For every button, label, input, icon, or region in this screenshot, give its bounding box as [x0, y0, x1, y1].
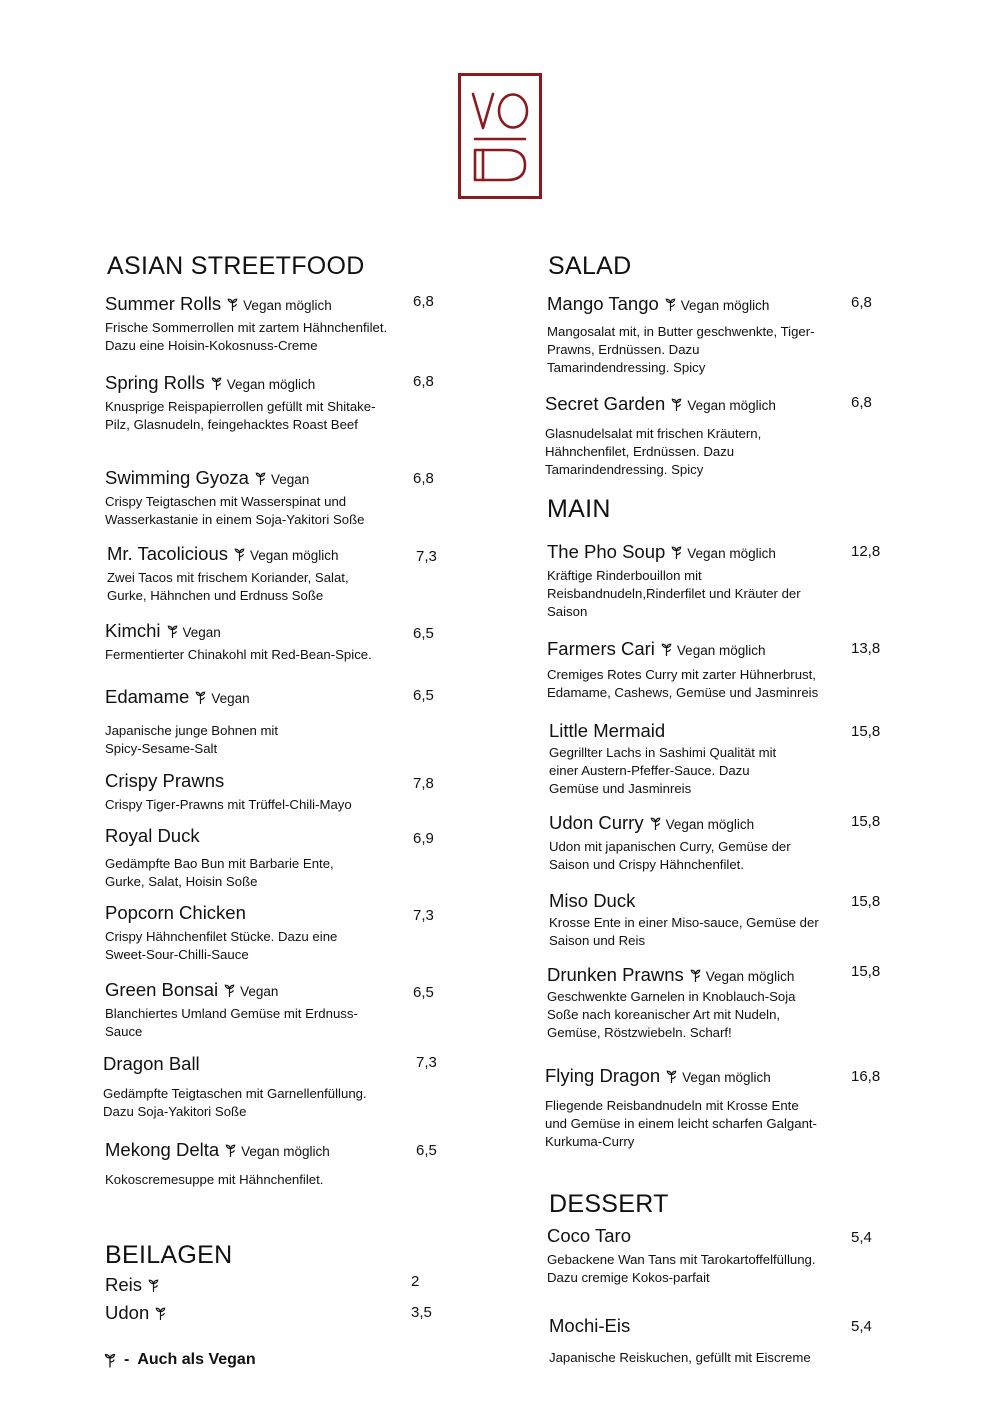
menu-item-price: 6,5	[413, 687, 434, 704]
menu-item-description: Cremiges Rotes Curry mit zarter Hühnerbrust, Edamame, Cashews, Gemüse und Jasminreis	[547, 667, 819, 700]
vegan-tag-label: Vegan möglich	[676, 643, 766, 658]
vegan-tag-label: Vegan möglich	[241, 1144, 330, 1159]
menu-item-price: 6,8	[851, 394, 872, 411]
menu-item-price: 15,8	[851, 963, 881, 980]
menu-item-name: Summer Rolls	[105, 293, 222, 314]
menu-item	[545, 1065, 817, 1151]
menu-item-name: Edamame	[105, 686, 190, 707]
menu-item-price: 6,8	[413, 293, 434, 310]
legend-label: Auch als Vegan	[137, 1351, 256, 1368]
vegan-tag	[666, 1069, 771, 1085]
menu-item-name: Crispy Prawns	[105, 770, 225, 791]
menu-item-price: 12,8	[851, 543, 881, 560]
menu-item-description: Fermentierter Chinakohl mit Red-Bean-Spice.	[105, 647, 372, 662]
menu-item	[105, 979, 358, 1041]
vegan-tag-label: Vegan möglich	[665, 817, 755, 832]
side-item	[105, 1302, 166, 1324]
menu-item-name: Mochi-Eis	[549, 1315, 631, 1336]
menu-item	[105, 467, 364, 529]
vegan-tag-label: Vegan möglich	[243, 298, 332, 313]
menu-item	[547, 964, 796, 1042]
menu-item	[549, 720, 776, 798]
vegan-tag	[650, 816, 755, 832]
menu-item-description: Gebackene Wan Tans mit Tarokartoffelfüllung. Dazu cremige Kokos-parfait	[547, 1252, 816, 1285]
menu-item	[105, 372, 375, 434]
menu-item-header	[105, 1139, 330, 1161]
menu-item-price: 13,8	[851, 640, 881, 657]
menu-item-name: Popcorn Chicken	[105, 902, 246, 923]
vegan-leaf-icon	[227, 298, 238, 311]
menu-item-description: Gegrillter Lachs in Sashimi Qualität mit einer Austern-Pfeffer-Sauce. Dazu Gemüse und Jasminreis	[549, 745, 777, 796]
menu-item-name: Mr. Tacolicious	[107, 543, 228, 564]
menu-item-price: 15,8	[851, 893, 881, 910]
vegan-tag-label: Vegan möglich	[249, 548, 339, 563]
menu-item-price: 6,5	[416, 1142, 437, 1159]
vegan-leaf-icon	[665, 298, 676, 311]
menu-item	[547, 1225, 816, 1287]
menu-item-description: Japanische Reiskuchen, gefüllt mit Eiscreme	[549, 1350, 811, 1365]
menu-item-header	[105, 902, 337, 924]
vegan-leaf-icon	[661, 643, 672, 656]
side-item-name: Reis	[105, 1274, 143, 1295]
vegan-leaf-icon	[650, 817, 661, 830]
logo-mark-icon	[461, 76, 539, 196]
vegan-tag	[211, 376, 316, 392]
menu-item-header	[105, 825, 334, 847]
menu-item-name: Flying Dragon	[545, 1065, 661, 1086]
menu-item-header	[105, 686, 278, 708]
vegan-leaf-icon	[690, 969, 701, 982]
menu-item	[105, 293, 387, 355]
menu-item	[105, 686, 278, 758]
vegan-tag-label: Vegan möglich	[680, 298, 770, 313]
menu-item-header	[549, 720, 776, 742]
vegan-tag	[167, 624, 221, 640]
menu-item-name: Drunken Prawns	[547, 964, 684, 985]
menu-item-header	[105, 770, 352, 792]
menu-item-price: 6,8	[851, 294, 872, 311]
menu-item-header	[105, 979, 358, 1001]
section-title-salad: SALAD	[548, 252, 632, 280]
vegan-leaf-icon	[104, 1353, 116, 1368]
menu-item-header	[103, 1053, 367, 1075]
vegan-tag	[671, 397, 776, 413]
restaurant-logo	[458, 73, 542, 199]
menu-item-header	[549, 890, 819, 912]
menu-item	[547, 293, 815, 377]
menu-item-name: Secret Garden	[545, 393, 666, 414]
vegan-tag	[671, 545, 776, 561]
side-item-price: 3,5	[411, 1304, 432, 1321]
menu-item-price: 7,8	[413, 775, 434, 792]
vegan-tag-label: Vegan	[240, 984, 279, 999]
menu-item-price: 6,5	[413, 984, 434, 1001]
menu-item-price: 5,4	[851, 1318, 872, 1335]
vegan-tag	[661, 642, 766, 658]
side-item	[105, 1274, 159, 1296]
menu-item-price: 6,9	[413, 830, 434, 847]
menu-item	[547, 541, 801, 621]
menu-item-name: Swimming Gyoza	[105, 467, 249, 488]
menu-item	[105, 770, 352, 814]
menu-item-name: Farmers Cari	[547, 638, 655, 659]
menu-item-name: Miso Duck	[549, 890, 636, 911]
menu-item-price: 7,3	[416, 1054, 437, 1071]
vegan-leaf-icon	[671, 398, 682, 411]
menu-item-name: Spring Rolls	[105, 372, 205, 393]
menu-item-header	[547, 541, 801, 563]
menu-item-header	[545, 393, 776, 415]
menu-item-description: Kokoscremesuppe mit Hähnchenfilet.	[105, 1172, 324, 1187]
menu-item-header	[105, 467, 364, 489]
menu-item-description: Blanchiertes Umland Gemüse mit Erdnuss- Sauce	[105, 1006, 358, 1039]
menu-item-header	[547, 964, 796, 986]
vegan-leaf-icon	[234, 548, 245, 561]
vegan-tag	[255, 471, 309, 487]
vegan-tag-label: Vegan möglich	[687, 546, 776, 561]
menu-item-header	[547, 1225, 816, 1247]
section-title-main: MAIN	[547, 495, 611, 523]
vegan-leaf-icon	[224, 984, 235, 997]
vegan-tag	[225, 1143, 330, 1159]
menu-item-header	[545, 1065, 817, 1087]
vegan-leaf-icon	[195, 691, 206, 704]
menu-item-description: Crispy Teigtaschen mit Wasserspinat und Wasserkastanie in einem Soja-Yakitori Soße	[105, 494, 365, 527]
menu-item-price: 15,8	[851, 813, 881, 830]
vegan-tag	[224, 983, 278, 999]
menu-item-price: 6,5	[413, 625, 434, 642]
vegan-tag	[690, 968, 795, 984]
menu-item-name: The Pho Soup	[547, 541, 666, 562]
menu-item	[549, 812, 791, 874]
vegan-tag-label: Vegan möglich	[687, 398, 776, 413]
menu-item	[549, 890, 819, 950]
menu-item	[105, 620, 372, 664]
menu-item-header	[549, 1315, 811, 1337]
menu-item-name: Coco Taro	[547, 1225, 631, 1246]
menu-item	[105, 902, 337, 964]
menu-item	[545, 393, 776, 479]
section-title-beilagen: BEILAGEN	[105, 1241, 233, 1269]
vegan-tag-label: Vegan	[270, 472, 310, 487]
vegan-tag	[195, 690, 249, 706]
section-title-dessert: DESSERT	[549, 1190, 669, 1218]
menu-item-price: 7,3	[416, 548, 437, 565]
menu-item-header	[107, 543, 349, 565]
menu-item-description: Frische Sommerrollen mit zartem Hähnchenfilet. Dazu eine Hoisin-Kokosnuss-Creme	[105, 320, 388, 353]
menu-item-name: Kimchi	[105, 620, 161, 641]
menu-item-name: Mekong Delta	[105, 1139, 220, 1160]
menu-item-price: 15,8	[851, 723, 881, 740]
vegan-legend	[104, 1351, 256, 1369]
section-title-asian-streetfood: ASIAN STREETFOOD	[107, 252, 365, 280]
menu-item-description: Gedämpfte Teigtaschen mit Garnellenfüllung. Dazu Soja-Yakitori Soße	[103, 1086, 367, 1119]
menu-item-description: Crispy Tiger-Prawns mit Trüffel-Chili-Mayo	[105, 797, 352, 812]
menu-item-name: Royal Duck	[105, 825, 200, 846]
menu-item-price: 7,3	[413, 907, 434, 924]
menu-item	[105, 1139, 330, 1189]
vegan-leaf-icon	[255, 472, 266, 485]
menu-item-header	[105, 372, 375, 394]
menu-item	[549, 1315, 811, 1367]
menu-item	[105, 825, 334, 891]
menu-item-description: Gedämpfte Bao Bun mit Barbarie Ente, Gurke, Salat, Hoisin Soße	[105, 856, 334, 889]
menu-item-description: Krosse Ente in einer Miso-sauce, Gemüse der Saison und Reis	[549, 915, 819, 948]
vegan-leaf-icon	[225, 1144, 236, 1157]
menu-item-name: Little Mermaid	[549, 720, 666, 741]
menu-item-description: Fliegende Reisbandnudeln mit Krosse Ente und Gemüse in einem leicht scharfen Galgant- Kurkuma-Curry	[545, 1098, 817, 1149]
side-item-price: 2	[411, 1273, 420, 1290]
menu-item-description: Japanische junge Bohnen mit Spicy-Sesame-Salt	[105, 723, 279, 756]
menu-item-header	[105, 293, 387, 315]
menu-item-description: Mangosalat mit, in Butter geschwenkte, Tiger- Prawns, Erdnüssen. Dazu Tamarindendressing. Spicy	[547, 324, 815, 375]
vegan-leaf-icon	[167, 625, 178, 638]
menu-item-header	[547, 638, 818, 660]
vegan-tag-label: Vegan möglich	[682, 1070, 771, 1085]
menu-item-description: Crispy Hähnchenfilet Stücke. Dazu eine Sweet-Sour-Chilli-Sauce	[105, 929, 338, 962]
menu-item-header	[105, 620, 372, 642]
vegan-tag-label: Vegan möglich	[226, 377, 316, 392]
vegan-tag	[665, 297, 770, 313]
menu-item-name: Dragon Ball	[103, 1053, 200, 1074]
vegan-leaf-icon	[155, 1307, 166, 1320]
menu-item-header	[547, 293, 815, 315]
menu-item-description: Kräftige Rinderbouillon mit Reisbandnudeln,Rinderfilet und Kräuter der Saison	[547, 568, 801, 619]
menu-item	[107, 543, 349, 605]
menu-item-header	[549, 812, 791, 834]
side-item-name: Udon	[105, 1302, 150, 1323]
menu-item-name: Green Bonsai	[105, 979, 219, 1000]
menu-item-description: Glasnudelsalat mit frischen Kräutern, Hähnchenfilet, Erdnüssen. Dazu Tamarindendressing. Spicy	[545, 426, 762, 477]
vegan-tag-label: Vegan möglich	[705, 969, 795, 984]
vegan-tag	[234, 547, 339, 563]
menu-item	[547, 638, 818, 702]
vegan-tag	[227, 297, 332, 313]
legend-dash: -	[124, 1351, 130, 1368]
menu-item	[103, 1053, 367, 1121]
vegan-leaf-icon	[671, 546, 682, 559]
vegan-leaf-icon	[211, 377, 222, 390]
menu-item-price: 6,8	[413, 373, 434, 390]
vegan-leaf-icon	[666, 1070, 677, 1083]
vegan-tag-label: Vegan	[182, 625, 221, 640]
vegan-tag-label: Vegan	[211, 691, 250, 706]
menu-item-price: 5,4	[851, 1229, 872, 1246]
menu-item-name: Udon Curry	[549, 812, 644, 833]
menu-item-name: Mango Tango	[547, 293, 659, 314]
menu-item-description: Knusprige Reispapierrollen gefüllt mit Shitake- Pilz, Glasnudeln, feingehacktes Roast Beef	[105, 399, 376, 432]
menu-item-price: 6,8	[413, 470, 434, 487]
menu-item-description: Geschwenkte Garnelen in Knoblauch-Soja Soße nach koreanischer Art mit Nudeln, Gemüse, Röstzwiebeln. Scharf!	[547, 989, 796, 1040]
vegan-leaf-icon	[148, 1279, 159, 1292]
menu-item-description: Udon mit japanischen Curry, Gemüse der Saison und Crispy Hähnchenfilet.	[549, 839, 791, 872]
menu-item-description: Zwei Tacos mit frischem Koriander, Salat, Gurke, Hähnchen und Erdnuss Soße	[107, 570, 349, 603]
menu-item-price: 16,8	[851, 1068, 881, 1085]
